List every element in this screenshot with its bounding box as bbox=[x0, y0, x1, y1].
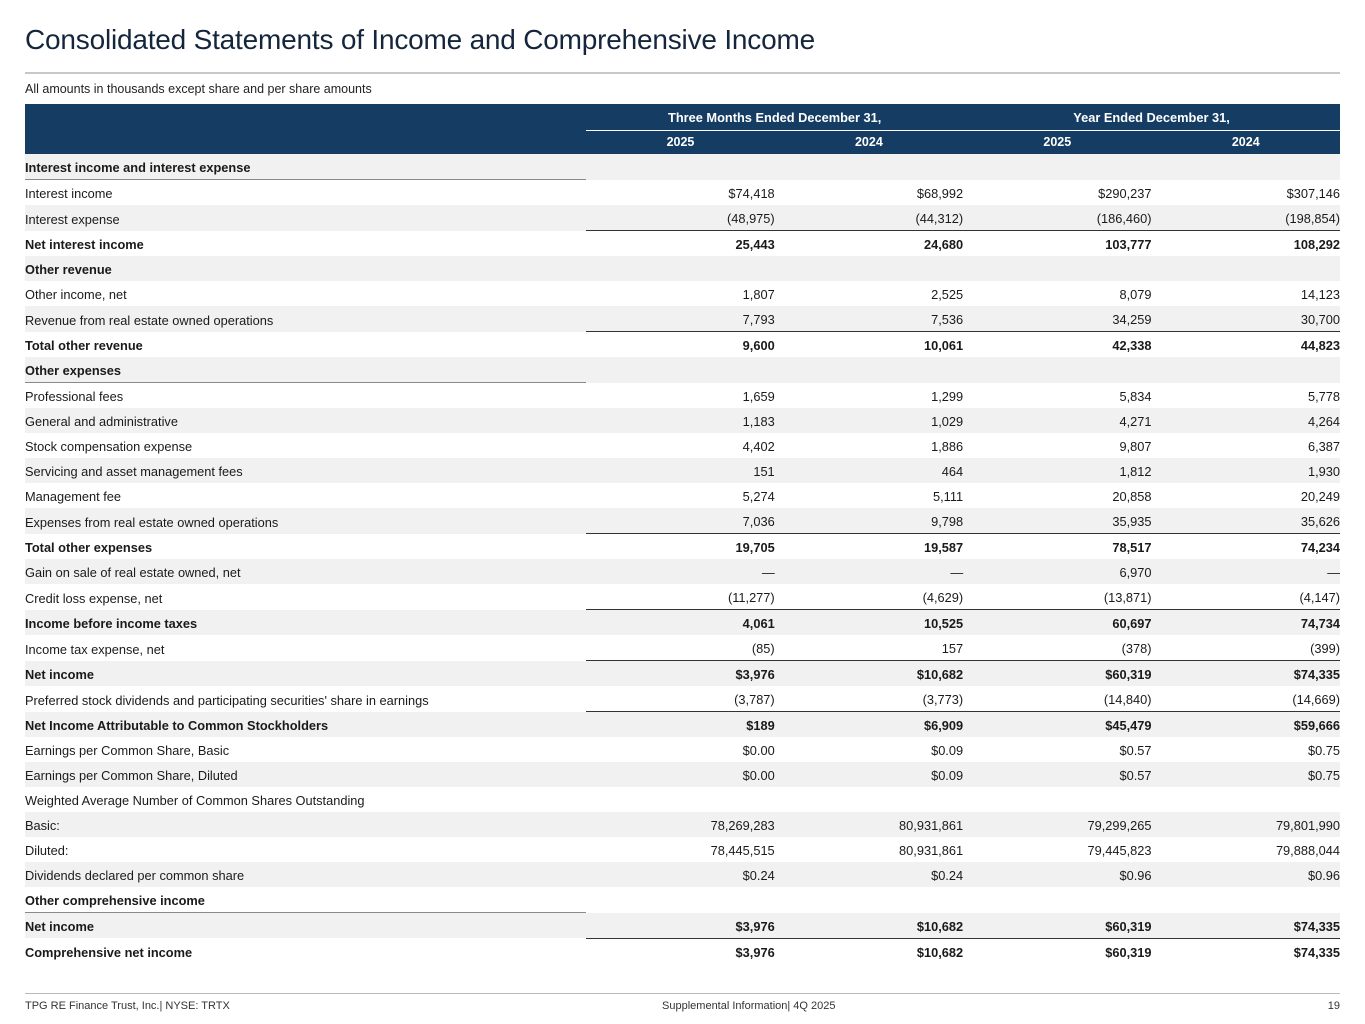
financial-table bbox=[25, 104, 1340, 964]
row-value: $0.96 bbox=[963, 862, 1151, 887]
row-value: $6,909 bbox=[775, 712, 963, 738]
row-value: 1,659 bbox=[742, 389, 775, 404]
row-value: 74,234 bbox=[1152, 534, 1340, 560]
row-value: (4,147) bbox=[1299, 590, 1340, 605]
row-value bbox=[1152, 787, 1340, 812]
row-label: Net income bbox=[25, 913, 586, 939]
row-value: $0.96 bbox=[1152, 862, 1340, 887]
table-group-header-row bbox=[25, 104, 1340, 131]
table-row bbox=[25, 635, 1340, 661]
row-value: (13,871) bbox=[1103, 590, 1152, 605]
row-value: 1,029 bbox=[775, 408, 963, 433]
row-value: 151 bbox=[586, 458, 774, 483]
row-value: 9,600 bbox=[586, 332, 774, 358]
row-value: $189 bbox=[586, 712, 774, 738]
row-value: 30,700 bbox=[1152, 306, 1340, 332]
row-value bbox=[963, 256, 1151, 281]
row-value: $0.75 bbox=[1152, 762, 1340, 787]
row-value: $0.00 bbox=[586, 762, 774, 787]
table-row bbox=[25, 584, 1340, 610]
row-value bbox=[963, 887, 1151, 913]
row-value: $60,319 bbox=[963, 913, 1151, 939]
row-label: Gain on sale of real estate owned, net bbox=[25, 559, 586, 584]
row-value: 4,264 bbox=[1152, 408, 1340, 433]
row-value: 74,734 bbox=[1152, 610, 1340, 636]
row-label: Servicing and asset management fees bbox=[25, 458, 586, 483]
row-value: 35,626 bbox=[1152, 508, 1340, 534]
row-label: Stock compensation expense bbox=[25, 439, 193, 454]
table-row bbox=[25, 508, 1340, 534]
row-value: $60,319 bbox=[963, 661, 1151, 687]
table-row bbox=[25, 483, 1340, 508]
row-value: 80,931,861 bbox=[899, 843, 964, 858]
row-value: 42,338 bbox=[963, 332, 1151, 358]
row-label: Dividends declared per common share bbox=[25, 862, 586, 887]
row-value: 4,271 bbox=[963, 408, 1151, 433]
row-label: Interest income and interest expense bbox=[25, 154, 586, 180]
row-label: Net interest income bbox=[25, 237, 144, 252]
row-value: 108,292 bbox=[1152, 231, 1340, 257]
header-spacer bbox=[25, 104, 586, 131]
row-value: 2,525 bbox=[931, 287, 964, 302]
column-header-y-2024: 2024 bbox=[1152, 131, 1340, 155]
row-value: (48,975) bbox=[586, 205, 774, 231]
row-value: $0.57 bbox=[963, 762, 1151, 787]
row-value: 60,697 bbox=[963, 610, 1151, 636]
row-value: 5,111 bbox=[932, 489, 964, 504]
row-value bbox=[775, 787, 963, 812]
footer-page-number: 19 bbox=[1327, 1000, 1340, 1012]
row-value: 19,587 bbox=[775, 534, 963, 560]
row-value: 8,079 bbox=[1119, 287, 1152, 302]
row-value: 1,886 bbox=[931, 439, 964, 454]
row-value bbox=[775, 887, 963, 913]
row-label: Diluted: bbox=[25, 843, 69, 858]
row-value: 464 bbox=[775, 458, 963, 483]
row-value bbox=[775, 357, 963, 383]
row-value: $74,335 bbox=[1152, 938, 1340, 964]
row-value: (198,854) bbox=[1152, 205, 1340, 231]
table-row bbox=[25, 357, 1340, 383]
footer-document-label: Supplemental Information| 4Q 2025 bbox=[662, 1000, 836, 1012]
row-value: 103,777 bbox=[963, 231, 1151, 257]
row-label: Credit loss expense, net bbox=[25, 590, 163, 606]
row-value: $3,976 bbox=[586, 938, 774, 964]
table-row bbox=[25, 154, 1340, 180]
units-note: All amounts in thousands except share and per share amounts bbox=[25, 82, 372, 96]
row-value: 5,274 bbox=[742, 489, 775, 504]
row-value: 157 bbox=[941, 641, 964, 656]
row-value: — bbox=[775, 559, 963, 584]
row-value: 5,778 bbox=[1307, 389, 1340, 404]
row-label: Weighted Average Number of Common Shares Outstanding bbox=[25, 793, 365, 808]
footer-divider bbox=[25, 993, 1340, 994]
row-value: 14,123 bbox=[1300, 287, 1340, 302]
row-label: Earnings per Common Share, Basic bbox=[25, 743, 230, 758]
row-value bbox=[586, 787, 774, 812]
row-value: 9,798 bbox=[775, 508, 963, 534]
row-value: $10,682 bbox=[775, 938, 963, 964]
row-label: Management fee bbox=[25, 489, 122, 504]
header-spacer-2 bbox=[25, 131, 586, 155]
column-header-q-2025: 2025 bbox=[586, 131, 774, 155]
row-value: 25,443 bbox=[586, 231, 774, 257]
table-row bbox=[25, 610, 1340, 636]
row-value: 34,259 bbox=[963, 306, 1151, 332]
row-value: 20,858 bbox=[1112, 489, 1152, 504]
page-title: Consolidated Statements of Income and Comprehensive Income bbox=[25, 24, 815, 55]
row-value: — bbox=[586, 559, 774, 584]
row-value: $0.09 bbox=[775, 762, 963, 787]
row-value bbox=[586, 887, 774, 913]
row-value: (186,460) bbox=[963, 205, 1151, 231]
row-value: (4,629) bbox=[922, 590, 964, 605]
row-value: $307,146 bbox=[1286, 186, 1340, 201]
row-value bbox=[963, 787, 1151, 812]
row-value: $290,237 bbox=[1098, 186, 1152, 201]
row-value: 10,525 bbox=[775, 610, 963, 636]
row-value: 79,888,044 bbox=[1275, 843, 1340, 858]
row-label: General and administrative bbox=[25, 408, 586, 433]
row-value: 80,931,861 bbox=[775, 812, 963, 837]
row-value: 79,801,990 bbox=[1152, 812, 1340, 837]
footer-company: TPG RE Finance Trust, Inc.| NYSE: TRTX bbox=[25, 1000, 230, 1012]
row-value: $60,319 bbox=[963, 938, 1151, 964]
row-value: $74,335 bbox=[1152, 913, 1340, 939]
row-value: $10,682 bbox=[775, 913, 963, 939]
row-label: Earnings per Common Share, Diluted bbox=[25, 762, 586, 787]
row-value: $0.00 bbox=[742, 743, 775, 758]
row-value: 7,536 bbox=[775, 306, 963, 332]
row-value: (11,277) bbox=[727, 590, 775, 605]
row-value: 5,834 bbox=[1119, 389, 1152, 404]
row-value bbox=[775, 154, 963, 180]
row-label: Interest income bbox=[25, 186, 113, 201]
row-label: Expenses from real estate owned operations bbox=[25, 508, 586, 534]
row-value: 19,705 bbox=[586, 534, 774, 560]
row-value: 44,823 bbox=[1152, 332, 1340, 358]
table-row bbox=[25, 762, 1340, 787]
row-value: (85) bbox=[751, 641, 775, 656]
table-row bbox=[25, 837, 1340, 862]
row-value: 1,807 bbox=[742, 287, 775, 302]
row-value: $74,418 bbox=[728, 186, 775, 201]
table-row bbox=[25, 938, 1340, 964]
row-value: $0.24 bbox=[586, 862, 774, 887]
row-label: Basic: bbox=[25, 812, 586, 837]
row-label: Comprehensive net income bbox=[25, 944, 193, 960]
table-row bbox=[25, 306, 1340, 332]
row-label: Net Income Attributable to Common Stockholders bbox=[25, 712, 586, 738]
row-value: $0.75 bbox=[1307, 743, 1340, 758]
group-header-year: Year Ended December 31, bbox=[963, 104, 1340, 131]
row-value bbox=[963, 357, 1151, 383]
row-value: (3,773) bbox=[922, 692, 964, 707]
group-header-three-months: Three Months Ended December 31, bbox=[586, 104, 963, 131]
row-value: 7,036 bbox=[586, 508, 774, 534]
row-value: $0.57 bbox=[1119, 743, 1152, 758]
row-value: 20,249 bbox=[1300, 489, 1340, 504]
row-value: (14,840) bbox=[1103, 692, 1152, 707]
row-value: (378) bbox=[1121, 641, 1152, 656]
table-row bbox=[25, 458, 1340, 483]
row-value: 6,387 bbox=[1307, 439, 1340, 454]
row-label: Professional fees bbox=[25, 389, 124, 404]
row-value: $74,335 bbox=[1152, 661, 1340, 687]
table-row bbox=[25, 332, 1340, 358]
row-value: 1,183 bbox=[586, 408, 774, 433]
row-value: (14,669) bbox=[1292, 692, 1340, 707]
table-row bbox=[25, 256, 1340, 281]
table-row bbox=[25, 787, 1340, 812]
row-value: 79,445,823 bbox=[1087, 843, 1152, 858]
row-value: 24,680 bbox=[775, 231, 963, 257]
row-value: $3,976 bbox=[586, 661, 774, 687]
row-label: Other comprehensive income bbox=[25, 887, 586, 913]
row-value: 78,269,283 bbox=[586, 812, 774, 837]
row-value: $59,666 bbox=[1152, 712, 1340, 738]
row-label: Revenue from real estate owned operations bbox=[25, 306, 586, 332]
table-row bbox=[25, 534, 1340, 560]
page-footer bbox=[25, 993, 1340, 1012]
row-value: 78,517 bbox=[963, 534, 1151, 560]
row-value bbox=[1152, 256, 1340, 281]
table-row bbox=[25, 408, 1340, 433]
row-value bbox=[963, 154, 1151, 180]
table-row bbox=[25, 686, 1340, 712]
column-header-y-2025: 2025 bbox=[963, 131, 1151, 155]
table-row bbox=[25, 281, 1340, 306]
row-value: 7,793 bbox=[586, 306, 774, 332]
row-value: $0.09 bbox=[931, 743, 964, 758]
row-label: Other revenue bbox=[25, 256, 586, 281]
table-row bbox=[25, 737, 1340, 762]
row-value: $0.24 bbox=[775, 862, 963, 887]
row-value bbox=[1152, 887, 1340, 913]
table-row bbox=[25, 383, 1340, 409]
row-value: 4,402 bbox=[742, 439, 775, 454]
table-row bbox=[25, 812, 1340, 837]
table-year-header-row bbox=[25, 131, 1340, 155]
row-value: (44,312) bbox=[775, 205, 963, 231]
row-value: 79,299,265 bbox=[963, 812, 1151, 837]
row-value: 9,807 bbox=[1119, 439, 1152, 454]
row-value: (3,787) bbox=[734, 692, 775, 707]
row-value: $68,992 bbox=[916, 186, 964, 201]
row-value bbox=[586, 256, 774, 281]
table-row bbox=[25, 887, 1340, 913]
table-row bbox=[25, 559, 1340, 584]
row-value bbox=[775, 256, 963, 281]
row-label: Income tax expense, net bbox=[25, 641, 165, 657]
row-value: 35,935 bbox=[963, 508, 1151, 534]
row-value: 4,061 bbox=[586, 610, 774, 636]
table-row bbox=[25, 712, 1340, 738]
row-value: $45,479 bbox=[963, 712, 1151, 738]
row-value: (399) bbox=[1310, 641, 1340, 656]
row-label: Total other revenue bbox=[25, 338, 143, 353]
table-row bbox=[25, 913, 1340, 939]
column-header-q-2024: 2024 bbox=[775, 131, 963, 155]
row-label: Interest expense bbox=[25, 205, 586, 231]
row-value: 78,445,515 bbox=[710, 843, 775, 858]
row-value: $10,682 bbox=[775, 661, 963, 687]
table-row bbox=[25, 862, 1340, 887]
row-value: $3,976 bbox=[586, 913, 774, 939]
row-value: — bbox=[1152, 559, 1340, 584]
row-value: 1,299 bbox=[931, 389, 964, 404]
row-value bbox=[1152, 154, 1340, 180]
row-value: 1,930 bbox=[1152, 458, 1340, 483]
table-row bbox=[25, 661, 1340, 687]
row-label: Total other expenses bbox=[25, 540, 153, 555]
table-row bbox=[25, 231, 1340, 257]
table-row bbox=[25, 205, 1340, 231]
row-value: 6,970 bbox=[963, 559, 1151, 584]
row-label: Preferred stock dividends and participating securities' share in earnings bbox=[25, 692, 429, 708]
row-value bbox=[1152, 357, 1340, 383]
row-label: Net income bbox=[25, 661, 586, 687]
table-row bbox=[25, 180, 1340, 206]
row-value bbox=[586, 357, 774, 383]
row-label: Income before income taxes bbox=[25, 610, 586, 636]
table-body bbox=[25, 154, 1340, 964]
row-value: 1,812 bbox=[963, 458, 1151, 483]
table-row bbox=[25, 433, 1340, 458]
row-label: Other income, net bbox=[25, 287, 127, 302]
row-value: 10,061 bbox=[775, 332, 963, 358]
row-label: Other expenses bbox=[25, 357, 586, 383]
row-value bbox=[586, 154, 774, 180]
